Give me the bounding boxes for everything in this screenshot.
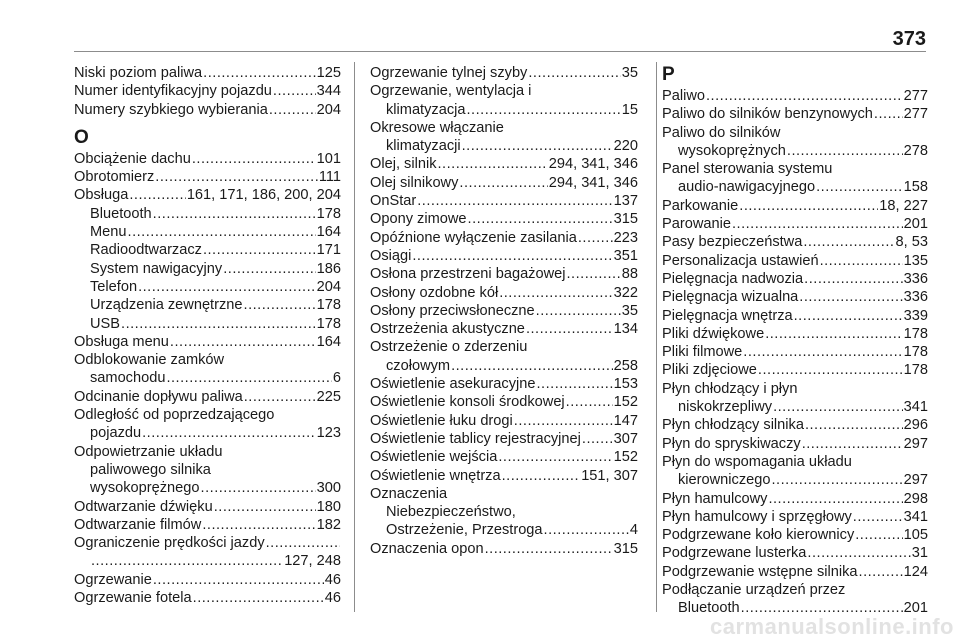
- index-entry-heading: Paliwo do silników: [662, 124, 781, 141]
- index-subentry: Bluetooth ..... 178: [74, 205, 341, 223]
- index-entry: Odcinanie dopływu paliwa ..... 225: [74, 388, 341, 406]
- index-entry: Obciążenie dachu ..... 101: [74, 150, 341, 168]
- index-entry: niskokrzepliwy ..... 341: [662, 398, 928, 416]
- index-entry-heading: Oznaczenia: [370, 485, 448, 502]
- index-entry: Olej, silnik ..... 294, 341, 346: [370, 155, 638, 173]
- index-entry: Ogrzewanie fotela ..... 46: [74, 589, 341, 607]
- index-entry: ..... 127, 248: [74, 552, 341, 570]
- index-entry: Oświetlenie konsoli środkowej ..... 152: [370, 393, 638, 411]
- index-column-1: [74, 64, 341, 607]
- index-entry: Oznaczenia opon ..... 315: [370, 540, 638, 558]
- index-subentry: Telefon ..... 204: [74, 278, 341, 296]
- index-entry: Osłona przestrzeni bagażowej ..... 88: [370, 265, 638, 283]
- index-entry: Pielęgnacja nadwozia ..... 336: [662, 270, 928, 288]
- index-entry: Osiągi ..... 351: [370, 247, 638, 265]
- watermark: carmanualsonline.info: [710, 614, 954, 639]
- index-entry: kierowniczego ..... 297: [662, 471, 928, 489]
- index-entry: Osłony ozdobne kół ..... 322: [370, 284, 638, 302]
- index-entry: Podgrzewane lusterka ..... 31: [662, 544, 928, 562]
- index-entry: Parowanie ..... 201: [662, 215, 928, 233]
- section-letter: P: [662, 64, 675, 85]
- index-entry-heading: Płyn chłodzący i płyn: [662, 380, 798, 397]
- page-number: 373: [892, 28, 926, 50]
- index-entry: samochodu ..... 6: [74, 369, 341, 387]
- index-entry: Ogrzewanie ..... 46: [74, 571, 341, 589]
- index-entry: Obsługa ..... 161, 171, 186, 200, 204: [74, 186, 341, 204]
- index-entry: Ograniczenie prędkości jazdy .....: [74, 534, 341, 552]
- index-entry: Opóźnione wyłączenie zasilania ..... 223: [370, 229, 638, 247]
- index-entry: Podgrzewanie wstępne silnika ..... 124: [662, 563, 928, 581]
- index-entry: Pasy bezpieczeństwa ..... 8, 53: [662, 233, 928, 251]
- index-entry: OnStar ..... 137: [370, 192, 638, 210]
- index-entry: Płyn chłodzący silnika ..... 296: [662, 416, 928, 434]
- index-entry: czołowym ..... 258: [370, 357, 638, 375]
- index-entry: wysokoprężnego ..... 300: [74, 479, 341, 497]
- index-subentry: USB ..... 178: [74, 315, 341, 333]
- index-entry-continuation: Niebezpieczeństwo,: [386, 504, 516, 521]
- index-entry-heading: Płyn do wspomagania układu: [662, 453, 852, 470]
- index-entry: Parkowanie ..... 18, 227: [662, 197, 928, 215]
- index-entry: Oświetlenie wejścia ..... 152: [370, 448, 638, 466]
- index-entry: Pliki filmowe ..... 178: [662, 343, 928, 361]
- index-entry: Paliwo do silników benzynowych ..... 277: [662, 105, 928, 123]
- index-entry: Podgrzewane koło kierownicy ..... 105: [662, 526, 928, 544]
- index-entry: klimatyzacji ..... 220: [370, 137, 638, 155]
- index-entry: Pielęgnacja wnętrza ..... 339: [662, 307, 928, 325]
- header-rule: [74, 51, 926, 52]
- index-entry: Odtwarzanie dźwięku ..... 180: [74, 498, 341, 516]
- index-entry: Paliwo ..... 277: [662, 87, 928, 105]
- index-entry-heading: Panel sterowania systemu: [662, 161, 833, 178]
- index-subentry: System nawigacyjny ..... 186: [74, 260, 341, 278]
- index-entry: Ostrzeżenia akustyczne ..... 134: [370, 320, 638, 338]
- index-entry-continuation: paliwowego silnika: [90, 461, 211, 478]
- index-entry: Bluetooth ..... 201: [662, 599, 928, 617]
- index-entry: Personalizacja ustawień ..... 135: [662, 252, 928, 270]
- index-entry: Oświetlenie łuku drogi ..... 147: [370, 412, 638, 430]
- index-entry: Ogrzewanie tylnej szyby ..... 35: [370, 64, 638, 82]
- index-entry-heading: Ogrzewanie, wentylacja i: [370, 83, 532, 100]
- index-entry: Płyn hamulcowy ..... 298: [662, 490, 928, 508]
- index-subentry: Urządzenia zewnętrzne ..... 178: [74, 296, 341, 314]
- index-entry: Pliki zdjęciowe ..... 178: [662, 361, 928, 379]
- column-divider-2: [656, 62, 657, 612]
- index-entry: Obrotomierz ..... 111: [74, 168, 341, 186]
- index-entry: Pliki dźwiękowe ..... 178: [662, 325, 928, 343]
- index-entry: Płyn hamulcowy i sprzęgłowy ..... 341: [662, 508, 928, 526]
- index-entry: Numer identyfikacyjny pojazdu ..... 344: [74, 82, 341, 100]
- index-entry: Obsługa menu ..... 164: [74, 333, 341, 351]
- index-column-2: [370, 64, 638, 558]
- index-entry-heading: Podłączanie urządzeń przez: [662, 582, 846, 599]
- index-entry: pojazdu ..... 123: [74, 424, 341, 442]
- index-entry: Niski poziom paliwa ..... 125: [74, 64, 341, 82]
- index-entry: klimatyzacja ..... 15: [370, 101, 638, 119]
- index-entry-heading: Ostrzeżenie o zderzeniu: [370, 339, 528, 356]
- index-column-3: [662, 64, 928, 618]
- index-entry: audio-nawigacyjnego ..... 158: [662, 178, 928, 196]
- index-entry: Oświetlenie tablicy rejestracyjnej ..... 307: [370, 430, 638, 448]
- index-entry: Oświetlenie asekuracyjne ..... 153: [370, 375, 638, 393]
- index-entry-heading: Odblokowanie zamków: [74, 352, 225, 369]
- index-subentry: Radioodtwarzacz ..... 171: [74, 241, 341, 259]
- index-entry-heading: Odległość od poprzedzającego: [74, 407, 275, 424]
- index-entry: Pielęgnacja wizualna ..... 336: [662, 288, 928, 306]
- index-entry: Olej silnikowy ..... 294, 341, 346: [370, 174, 638, 192]
- index-entry-heading: Odpowietrzanie układu: [74, 443, 223, 460]
- index-entry: Oświetlenie wnętrza ..... 151, 307: [370, 467, 638, 485]
- column-divider-1: [354, 62, 355, 612]
- section-letter: O: [74, 126, 89, 148]
- index-entry: Numery szybkiego wybierania ..... 204: [74, 101, 341, 119]
- index-subentry: Menu ..... 164: [74, 223, 341, 241]
- index-entry: Osłony przeciwsłoneczne ..... 35: [370, 302, 638, 320]
- index-entry: Ostrzeżenie, Przestroga ..... 4: [370, 521, 638, 539]
- index-entry: wysokoprężnych ..... 278: [662, 142, 928, 160]
- index-entry-heading: Okresowe włączanie: [370, 119, 504, 136]
- index-entry: Opony zimowe ..... 315: [370, 210, 638, 228]
- index-entry: Odtwarzanie filmów ..... 182: [74, 516, 341, 534]
- index-entry: Płyn do spryskiwaczy ..... 297: [662, 435, 928, 453]
